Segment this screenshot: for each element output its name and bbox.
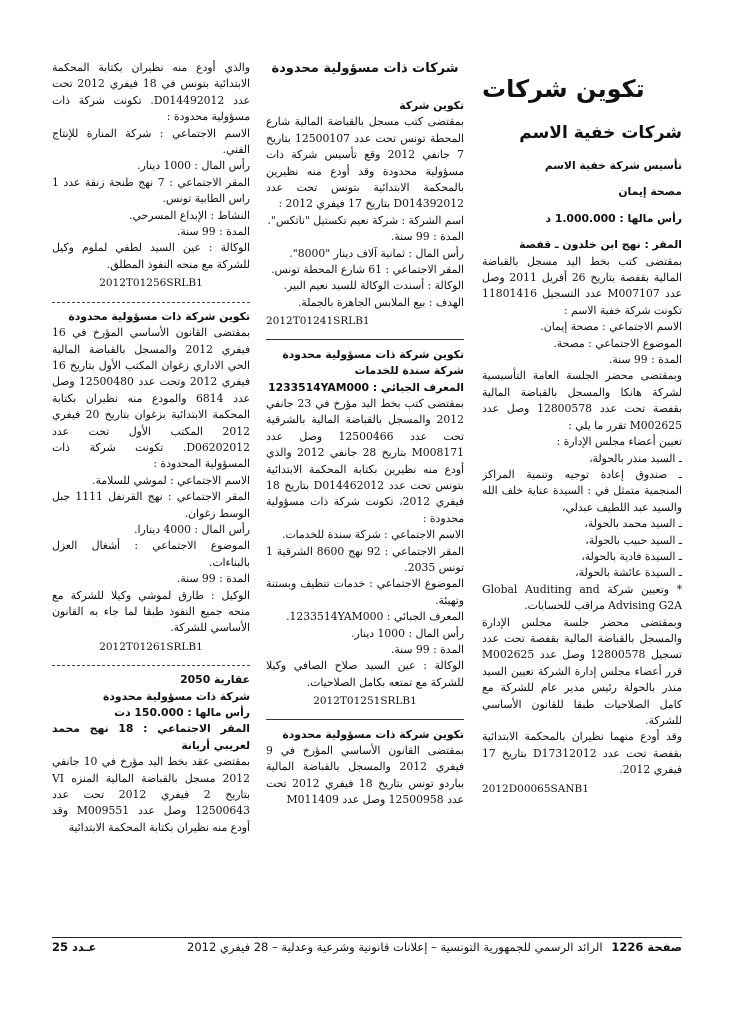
divider	[52, 665, 250, 666]
paragraph: بمقتضى كتب مسجل بالقباضة المالية شارع المحطة تونس تحت عدد 12500107 بتاريخ 7 جانفي 2012 وقع تأسيس شركة ذات مسؤولية محدودة وقد أودع منه نظيرين بالمحكمة الابتدائية بتونس تحت عدد D014392012 بتاريخ 17 فيفري 2012 :	[266, 115, 464, 211]
list-item: المقر الاجتماعي : 7 نهج طنجة زنقة عدد 1 راس الطابية تونس.	[52, 175, 250, 206]
list-item: الموضوع الاجتماعي : أشغال العزل بالبناءات.	[52, 539, 250, 569]
company-capital: رأس مالها : 1.000.000 د	[545, 211, 682, 225]
paragraph: بمقتضى كتب بخط اليد مؤرخ في 23 جانفي 2012 والمسجل بالقباضة المالية بالشرقية تحت عدد 12500466 وصل عدد M008171 بتاريخ 28 جانفي 2012 والذي أودع منه نظيرين بكتابة المحكمة الابتدائية بتونس تحت عدد D014462012 بتاريخ 18 فيفري 2012، تكونت شركة ذات مسؤولية محدودة :	[266, 396, 464, 525]
list-item: رأس المال : ثمانية آلاف دينار "8000".	[289, 246, 464, 260]
paragraph: بمقتضى كتب بخط اليد مسجل بالقباضة المالية بقفصة بتاريخ 26 أفريل 2011 وصل عدد M007107 عدد التسجيل 11801416 تكونت شركة خفية الاسم :	[482, 254, 682, 317]
list-item: المقر الاجتماعي : 61 شارع المحطة تونس.	[271, 263, 464, 277]
paragraph: وبمقتضى محضر جلسة مجلس الإدارة والمسجل بالقباضة المالية بقفصة تحت عدد تسجيل 12800578 وصل عدد M002625 قرر أعضاء مجلس إدارة الشركة تعيين السيد منذر بالحولة رئيس مدير عام للشركة مع كامل الصلاحيات طبقا للقانون الأساسي للشركة.	[482, 615, 682, 727]
right-column	[482, 60, 682, 920]
reference-code: 2012T01256SRLB1	[99, 277, 203, 290]
list-item: المدة : 99 سنة.	[390, 643, 464, 656]
list-item: الاسم الاجتماعي : شركة المنارة للإنتاج الفني.	[52, 126, 250, 157]
list-item: رأس المال : 1000 دينار.	[137, 159, 250, 173]
list-item: الموضوع الاجتماعي : خدمات تنظيف وبستنة وتهيئة.	[266, 577, 464, 607]
list-item: الوكيل : طارق لموشي وكيلا للشركة مع منحه جميع النفوذ طبقا لما جاء به القانون الأساسي للشركة.	[52, 588, 250, 635]
company-name: عقارية 2050	[180, 673, 250, 687]
list-item: ـ السيد منذر بالحولة،	[589, 451, 682, 465]
divider	[52, 302, 250, 303]
paragraph: وقد أودع منهما نظيران بالمحكمة الابتدائية بقفصة تحت عدد D17312012 بتاريخ 17 فيفري 2012.	[482, 730, 682, 777]
subheading: شركة سندة للخدمات	[354, 364, 464, 378]
company-seat: المقر : نهج ابن خلدون ـ قفصة	[519, 238, 682, 252]
left-column	[52, 60, 250, 920]
paragraph: والذي أودع منه نظيران بكتابة المحكمة الابتدائية بتونس في 18 فيفري 2012 تحت عدد D014492012. تكونت شركة ذات مسؤولية محدودة :	[52, 61, 250, 124]
reference-code: 2012D00065SANB1	[482, 782, 589, 795]
publication-line: الرائد الرسمي للجمهورية التونسية – إعلانات قانونية وشرعية وعدلية – 28 فيفري 2012	[187, 940, 603, 954]
list-item: رأس المال : 4000 دينارا.	[134, 522, 250, 536]
paragraph: تعيين أعضاء مجلس الإدارة :	[556, 435, 682, 449]
paragraph: بمقتضى عقد بخط اليد مؤرخ في 10 جانفي 2012 مسجل بالقباضة المالية المنزه VI بتاريخ 2 فيفري 2012 تحت عدد 12500643 وصل عدد M009551 وقد أودع منه نظيران بكتابة المحكمة الابتدائية	[52, 755, 250, 834]
issue-number: عـدد 25	[52, 940, 97, 954]
list-item: ـ السيد حبيب بالحولة،	[585, 533, 682, 547]
page-footer	[52, 937, 682, 956]
list-item: الوكالة : عين السيد لطفي لملوم وكيل للشركة مع منحه النفوذ المطلق.	[52, 241, 250, 271]
list-item: المدة : 99 سنة.	[390, 230, 464, 244]
list-item: الهدف : بيع الملابس الجاهزة بالجملة.	[297, 295, 464, 309]
reference-code: 2012T01241SRLB1	[266, 315, 370, 328]
list-item: الموضوع الاجتماعي : مصحة.	[553, 336, 682, 350]
list-item: اسم الشركة : شركة نعيم تكستيل "ناتكس".	[267, 213, 464, 227]
list-item: المقر الاجتماعي : نهج القرنفل 1111 جبل الوسط زغوان.	[52, 490, 250, 520]
list-item: النشاط : الإبداع المسرحي.	[129, 208, 250, 222]
reference-code: 2012T01251SRLB1	[313, 695, 417, 708]
section-title: شركات خفية الاسم	[519, 123, 682, 143]
subheading: شركة ذات مسؤولية محدودة	[102, 689, 250, 703]
list-item: الوكالة : عين السيد صلاح الصافي وكيلا للشركة مع تمتعه بكامل الصلاحيات.	[266, 659, 464, 689]
list-item: المعرف الجبائي : 1233514YAM000.	[286, 610, 464, 624]
paragraph: * وتعيين شركة Global Auditing and Advising G2A مراقب للحسابات.	[482, 582, 682, 613]
subheading: تكوين شركة ذات مسؤولية محدودة	[282, 727, 464, 741]
list-item: المدة : 99 سنة.	[608, 353, 682, 367]
page-number: صفحة 1226	[611, 940, 682, 954]
list-item: المقر الاجتماعي : 92 نهج 8600 الشرقية 1 تونس 2035.	[266, 544, 464, 574]
divider	[266, 339, 464, 340]
list-item: ـ صندوق إعادة توجيه وتنمية المراكز المنجمية متمثل في : السيدة عناية خلف الله والسيد عبد اللطيف عبدلي،	[482, 467, 682, 514]
list-item: الوكالة : أسندت الوكالة للسيد نعيم البير.	[283, 279, 464, 293]
company-capital: رأس مالها : 150.000 دت	[114, 706, 250, 720]
list-item: الاسم الاجتماعي : شركة سندة للخدمات.	[282, 528, 464, 542]
subheading: تكوين شركة ذات مسؤولية محدودة	[68, 309, 250, 323]
list-item: ـ السيدة فادية بالحولة،	[581, 549, 682, 563]
company-seat: المقر الاجتماعي : 18 نهج محمد لعريبي أريانة	[52, 722, 250, 752]
list-item: ـ السيد محمد بالحولة،	[584, 517, 682, 531]
subheading: تكوين شركة	[399, 99, 464, 112]
page-main-title: تكوين شركات	[482, 75, 645, 103]
paragraph: بمقتضى القانون الأساسي المؤرخ في 16 فيفري 2012 والمسجل بالقباضة المالية الحي الاداري زغوان المكتب الأول بتاريخ 16 فيفري 2012 وتحت عدد 12500480 وصل عدد 6814 والمودع منه نظيران بكتابة المحكمة الابتدائية بزغوان بتاريخ 20 فيفري 2012 المكتب الأول تحت عدد D06202012. تكونت شركة ذات المسؤولية المحدودة :	[52, 326, 250, 471]
paragraph: بمقتضى القانون الأساسي المؤرخ في 9 فيفري 2012 والمسجل بالقباضة المالية بباردو تونس بتاريخ 18 فيفري 2012 تحت عدد 12500958 وصل عدد M011409	[266, 744, 464, 807]
list-item: ـ السيدة عائشة بالحولة،	[575, 566, 682, 580]
list-item: الاسم الاجتماعي : لموشي للسلامة.	[92, 473, 250, 487]
divider	[266, 719, 464, 720]
tax-id: المعرف الجبائي : 1233514YAM000	[268, 380, 464, 394]
subheading: تأسيس شركة خفية الاسم	[544, 159, 682, 172]
list-item: المدة : 99 سنة.	[176, 572, 250, 586]
company-name: مصحة إيمان	[618, 185, 682, 199]
reference-code: 2012T01261SRLB1	[99, 640, 203, 653]
subheading: تكوين شركة ذات مسؤولية محدودة	[282, 347, 464, 361]
section-title: شركات ذات مسؤولية محدودة	[271, 61, 459, 76]
middle-column	[266, 60, 464, 920]
list-item: الاسم الاجتماعي : مصحة إيمان.	[540, 320, 682, 334]
list-item: رأس المال : 1000 دينار.	[351, 626, 464, 640]
list-item: المدة : 99 سنة.	[176, 225, 250, 239]
paragraph: وبمقتضى محضر الجلسة العامة التأسيسية لشركة هانكا والمسجل بالقباضة المالية بقفصة تحت عدد 12800578 وصل عدد M002625 تقرر ما يلي :	[482, 369, 682, 432]
